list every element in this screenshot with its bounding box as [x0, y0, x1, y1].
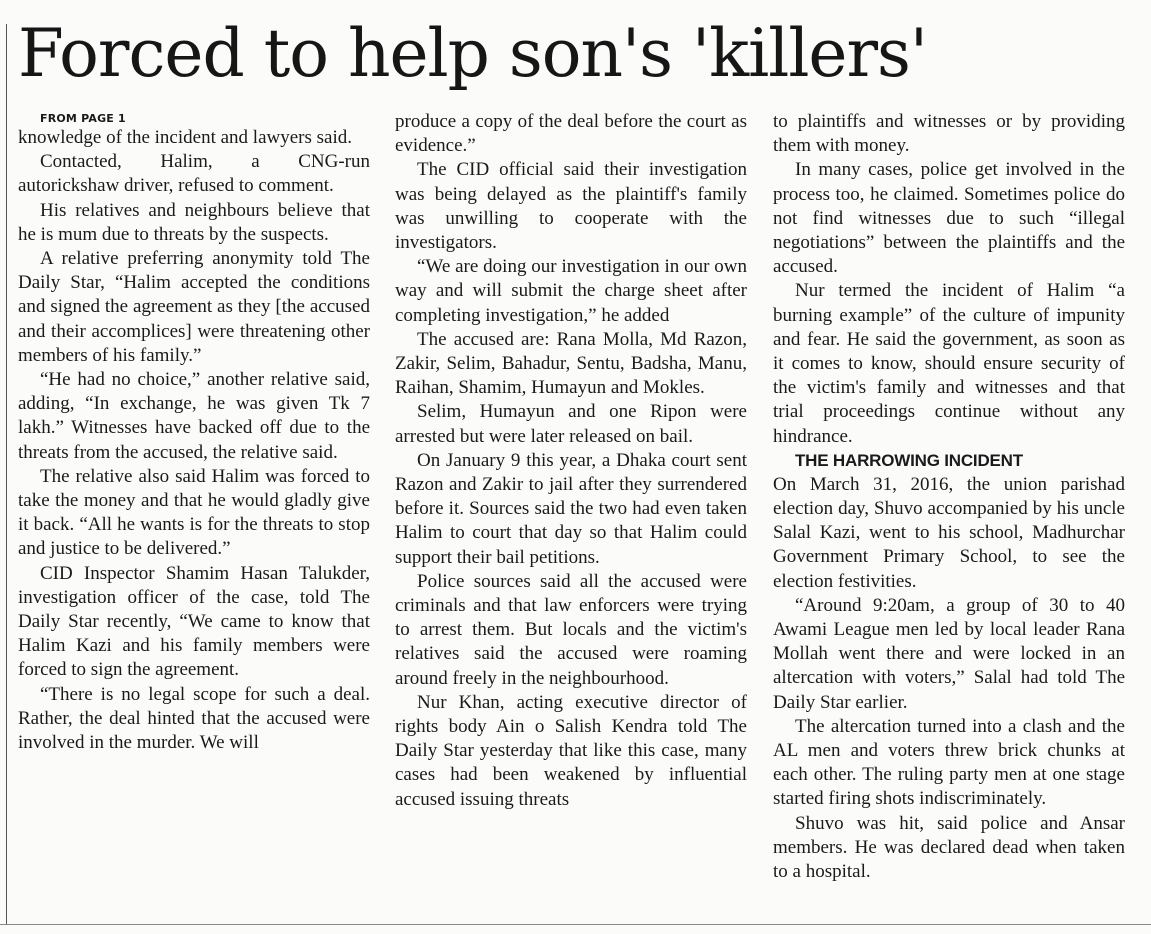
paragraph: Nur Khan, acting executive director of rights body Ain o Salish Kendra told The Daily Star yesterday that like this case, many cases had been weakened by influential accused issuing threats	[395, 691, 747, 810]
section-subhead: THE HARROWING INCIDENT	[795, 450, 1023, 470]
paragraph: Police sources said all the accused were criminals and that law enforcers were trying to arrest them. But locals and the victim's relatives said the accused were roaming around freely in the neighbourhood.	[395, 570, 747, 689]
paragraph: Nur termed the incident of Halim “a burning example” of the culture of impunity and fear. He said the government, as soon as it comes to know, should ensure security of the victim's family and witnesses and that trial proceedings continue without any hindrance.	[773, 280, 1125, 447]
bottom-rule	[0, 924, 1151, 925]
paragraph: to plaintiffs and witnesses or by providing them with money.	[773, 111, 1125, 157]
paragraph: The relative also said Halim was forced to take the money and that he would gladly give it back. “All he wants is for the threats to stop and justice to be delivered.”	[18, 465, 370, 560]
paragraph: CID Inspector Shamim Hasan Talukder, investigation officer of the case, told The Daily Star recently, “We came to know that Halim Kazi and his family members were forced to sign the agreement.	[18, 562, 370, 681]
article-column-1	[18, 110, 370, 755]
paragraph: The accused are: Rana Molla, Md Razon, Zakir, Selim, Bahadur, Sentu, Badsha, Manu, Raihan, Shamim, Humayun and Mokles.	[395, 328, 747, 399]
continuation-kicker: FROM PAGE 1	[40, 112, 126, 125]
paragraph: “We are doing our investigation in our own way and will submit the charge sheet after completing investigation,” he added	[395, 256, 747, 326]
headline: Forced to help son's 'killers'	[18, 15, 928, 92]
paragraph: Selim, Humayun and one Ripon were arrested but were later released on bail.	[395, 401, 747, 447]
article-column-3	[773, 110, 1125, 884]
article-column-2	[395, 110, 747, 812]
paragraph: produce a copy of the deal before the court as evidence.”	[395, 111, 747, 157]
paragraph: The CID official said their investigation was being delayed as the plaintiff's family was unwilling to cooperate with the investigators.	[395, 159, 747, 254]
article-body	[18, 110, 1128, 918]
paragraph: The altercation turned into a clash and the AL men and voters threw brick chunks at each other. The ruling party men at one stage started firing shots indiscriminately.	[773, 715, 1125, 810]
paragraph: Shuvo was hit, said police and Ansar members. He was declared dead when taken to a hospital.	[773, 812, 1125, 883]
paragraph: “There is no legal scope for such a deal. Rather, the deal hinted that the accused were involved in the murder. We will	[18, 683, 370, 754]
left-column-rule	[6, 24, 7, 924]
paragraph: Contacted, Halim, a CNG-run autorickshaw driver, refused to comment.	[18, 151, 370, 197]
paragraph: knowledge of the incident and lawyers said.	[18, 127, 352, 148]
paragraph: On January 9 this year, a Dhaka court sent Razon and Zakir to jail after they surrendered before it. Sources said the two had even taken Halim to court that day so that Halim could support their bail petitions.	[395, 449, 747, 568]
paragraph: “He had no choice,” another relative said, adding, “In exchange, he was given Tk 7 lakh.” Witnesses have backed off due to the threats from the accused, the relative said.	[18, 369, 370, 463]
paragraph: A relative preferring anonymity told The Daily Star, “Halim accepted the conditions and signed the agreement as they [the accused and their accomplices] were threatening other members of his family.”	[18, 248, 370, 366]
paragraph: His relatives and neighbours believe that he is mum due to threats by the suspects.	[18, 199, 370, 245]
paragraph: In many cases, police get involved in the process too, he claimed. Sometimes police do not find witnesses due to such “illegal negotiations” between the plaintiffs and the accused.	[773, 159, 1125, 278]
paragraph: On March 31, 2016, the union parishad election day, Shuvo accompanied by his uncle Salal Kazi, went to his school, Madhurchar Government Primary School, to see the election festivities.	[773, 473, 1125, 592]
paragraph: “Around 9:20am, a group of 30 to 40 Awami League men led by local leader Rana Mollah went there and were locked in an altercation with voters,” Salal had told The Daily Star earlier.	[773, 594, 1125, 713]
